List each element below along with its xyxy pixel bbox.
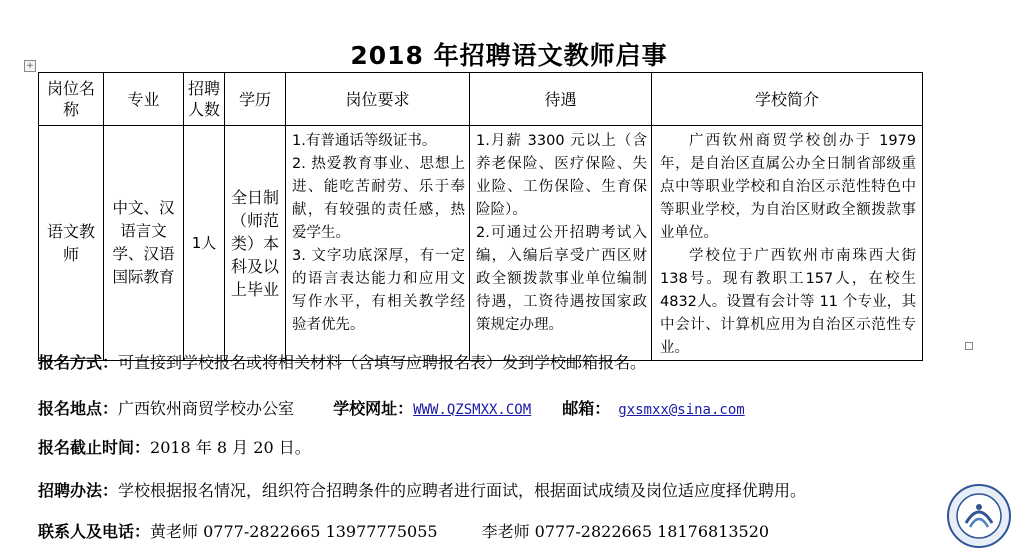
signup-method-label: 报名方式： (38, 353, 119, 372)
requirement-item: 3. 文字功底深厚，有一定的语言表达能力和应用文写作水平，有相关教学经验者优先。 (292, 248, 465, 333)
deadline-label: 报名截止时间： (38, 438, 151, 457)
contact-label: 联系人及电话： (38, 522, 151, 541)
process-line (38, 478, 806, 501)
intro-paragraph: 广西钦州商贸学校创办于 1979年，是自治区直属公办全日制省部级重点中等职业学校和自治区示范性特色中等职业学校，为自治区财政全额拨款事业单位。 (660, 133, 916, 241)
treatment-item: 2.可通过公开招聘考试入编，入编后享受广西区财政全额拨款事业单位编制待遇，工资待遇按国家政策规定办理。 (476, 225, 647, 333)
deadline-line (38, 435, 311, 458)
contact-2: 李老师 0777-2822665 18176813520 (481, 522, 770, 541)
email-link[interactable]: gxsmxx@sina.com (618, 402, 745, 418)
signup-method-line (38, 350, 646, 373)
header-intro: 学校简介 (652, 73, 923, 126)
table-header-row (39, 73, 923, 126)
header-education: 学历 (225, 73, 286, 126)
header-requirements: 岗位要求 (286, 73, 470, 126)
requirement-item: 1.有普通话等级证书。 (292, 133, 437, 149)
process-label: 招聘办法： (38, 481, 119, 500)
signup-location-text: 广西钦州商贸学校办公室 (118, 399, 295, 418)
treatment-item: 1.月薪 3300 元以上（含养老保险、医疗保险、失业险、工伤保险、生育保险险）。 (476, 133, 647, 218)
cell-treatment (470, 126, 652, 361)
signup-method-text: 可直接到学校报名或将相关材料（含填写应聘报名表）发到学校邮箱报名。 (118, 353, 647, 372)
header-treatment: 待遇 (470, 73, 652, 126)
cell-education: 全日制（师范类）本科及以上毕业 (225, 126, 286, 361)
contact-1: 黄老师 0777-2822665 13977775055 (150, 522, 438, 541)
contact-line (38, 519, 769, 542)
header-count: 招聘人数 (184, 73, 225, 126)
signup-location-line (38, 396, 745, 419)
page-title: 2018 年招聘语文教师启事 (350, 41, 668, 70)
header-position: 岗位名称 (39, 73, 104, 126)
cell-requirements (286, 126, 470, 361)
signup-location-label: 报名地点： (38, 399, 119, 418)
cell-count: 1人 (184, 126, 225, 361)
cell-major: 中文、汉语言文学、汉语国际教育 (104, 126, 184, 361)
table-row (39, 126, 923, 361)
deadline-text: 2018 年 8 月 20 日。 (150, 438, 311, 457)
school-seal-logo (946, 483, 1012, 549)
recruitment-table (38, 72, 923, 361)
table-move-handle-icon[interactable]: + (24, 60, 36, 72)
header-major: 专业 (104, 73, 184, 126)
cell-position: 语文教师 (39, 126, 104, 361)
email-label: 邮箱： (562, 399, 611, 418)
website-link[interactable]: WWW.QZSMXX.COM (413, 402, 532, 418)
cell-intro (652, 126, 923, 361)
intro-paragraph: 学校位于广西钦州市南珠西大街138号。现有教职工157人，在校生4832人。设置有会计等 11 个专业，其中会计、计算机应用为自治区示范性专业。 (660, 248, 916, 356)
website-label: 学校网址： (333, 399, 414, 418)
requirement-item: 2. 热爱教育事业、思想上进、能吃苦耐劳、乐于奉献，有较强的责任感，热爱学生。 (292, 156, 465, 241)
table-resize-handle[interactable] (965, 342, 973, 350)
process-text: 学校根据报名情况，组织符合招聘条件的应聘者进行面试，根据面试成绩及岗位适应度择优聘用。 (118, 481, 807, 500)
